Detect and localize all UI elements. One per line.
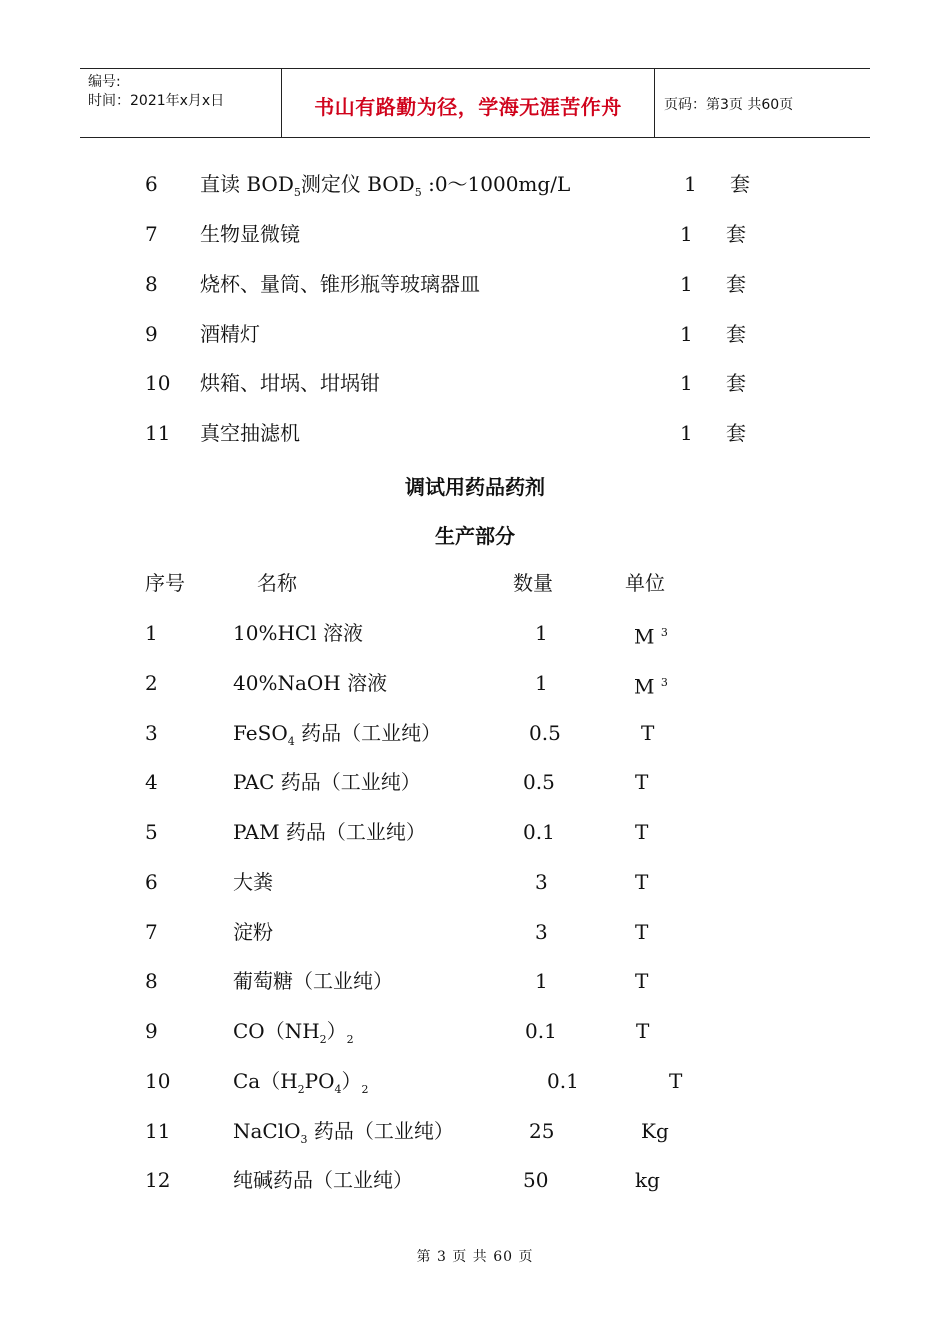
- item-quantity: 1: [684, 172, 697, 196]
- item-name: 烘箱、坩埚、坩埚钳: [200, 371, 380, 395]
- row-name: 10%HCl 溶液: [233, 621, 363, 645]
- row-name: NaClO$_3$ 药品（工业纯）: [233, 1119, 454, 1146]
- section-subtitle: 生产部分: [435, 524, 515, 548]
- row-number: 1: [145, 621, 158, 645]
- item-quantity: 1: [680, 272, 693, 296]
- item-name: 生物显微镜: [200, 222, 300, 246]
- row-name: 葡萄糖（工业纯）: [233, 969, 393, 993]
- item-number: 11: [145, 421, 171, 445]
- header-page-number: 页码：第3页 共60页: [664, 97, 794, 113]
- row-number: 9: [145, 1019, 158, 1043]
- row-unit: T: [635, 870, 649, 894]
- row-quantity: 1: [535, 671, 548, 695]
- row-quantity: 0.5: [523, 770, 555, 794]
- row-name: 40%NaOH 溶液: [233, 671, 388, 695]
- item-number: 8: [145, 272, 158, 296]
- column-header-quantity: 数量: [513, 571, 553, 595]
- item-unit: 套: [726, 421, 746, 445]
- row-quantity: 50: [523, 1168, 549, 1192]
- row-unit: Kg: [641, 1119, 669, 1143]
- row-number: 6: [145, 870, 158, 894]
- item-name: 直读 $BOD_5$测定仪 $BOD_5$ :0～1000mg/L: [200, 172, 571, 199]
- item-quantity: 1: [680, 371, 693, 395]
- item-number: 9: [145, 322, 158, 346]
- row-number: 7: [145, 920, 158, 944]
- item-unit: 套: [730, 172, 750, 196]
- item-name: 真空抽滤机: [200, 421, 300, 445]
- column-header-unit: 单位: [625, 571, 665, 595]
- header-time: 时间：2021年x月x日: [88, 93, 225, 109]
- row-quantity: 3: [535, 920, 548, 944]
- row-number: 5: [145, 820, 158, 844]
- row-name: 纯碱药品（工业纯）: [233, 1168, 413, 1192]
- item-unit: 套: [726, 371, 746, 395]
- row-number: 8: [145, 969, 158, 993]
- row-name: PAM 药品（工业纯）: [233, 820, 426, 844]
- row-quantity: 0.1: [525, 1019, 557, 1043]
- row-unit: M $^3$: [634, 674, 668, 699]
- row-name: PAC 药品（工业纯）: [233, 770, 421, 794]
- row-unit: M $^3$: [634, 624, 668, 649]
- item-name: 酒精灯: [200, 322, 260, 346]
- column-header-number: 序号: [145, 571, 185, 595]
- page-footer: 第 3 页 共 60 页: [416, 1249, 534, 1265]
- page-header: [80, 68, 870, 138]
- row-number: 2: [145, 671, 158, 695]
- row-number: 4: [145, 770, 158, 794]
- row-quantity: 1: [535, 969, 548, 993]
- row-unit: T: [635, 770, 649, 794]
- row-unit: T: [635, 820, 649, 844]
- item-quantity: 1: [680, 421, 693, 445]
- column-header-name: 名称: [257, 571, 297, 595]
- item-unit: 套: [726, 222, 746, 246]
- section-title: 调试用药品药剂: [405, 475, 545, 499]
- row-name: 淀粉: [233, 920, 273, 944]
- row-name: $Ca(H_2PO_4)_2$: [233, 1069, 369, 1096]
- row-unit: T: [635, 920, 649, 944]
- row-number: 12: [145, 1168, 171, 1192]
- item-name: 烧杯、量筒、锥形瓶等玻璃器皿: [200, 272, 480, 296]
- item-number: 7: [145, 222, 158, 246]
- row-quantity: 0.5: [529, 721, 561, 745]
- row-number: 10: [145, 1069, 171, 1093]
- header-number: 编号:: [88, 74, 121, 90]
- item-quantity: 1: [680, 222, 693, 246]
- item-quantity: 1: [680, 322, 693, 346]
- item-unit: 套: [726, 272, 746, 296]
- item-number: 10: [145, 371, 171, 395]
- row-name: FeSO$_4$ 药品（工业纯）: [233, 721, 442, 748]
- header-motto: 书山有路勤为径，学海无涯苦作舟: [314, 95, 622, 119]
- row-number: 11: [145, 1119, 171, 1143]
- row-quantity: 0.1: [523, 820, 555, 844]
- row-name: 大粪: [233, 870, 273, 894]
- item-unit: 套: [726, 322, 746, 346]
- header-meta: [88, 73, 224, 111]
- row-name: $CO(NH_2)_2$: [233, 1019, 354, 1046]
- row-unit: T: [635, 969, 649, 993]
- header-divider: [654, 69, 655, 137]
- row-unit: T: [641, 721, 655, 745]
- row-quantity: 1: [535, 621, 548, 645]
- row-quantity: 25: [529, 1119, 555, 1143]
- row-quantity: 0.1: [547, 1069, 579, 1093]
- row-unit: T: [636, 1019, 650, 1043]
- row-quantity: 3: [535, 870, 548, 894]
- row-unit: T: [669, 1069, 683, 1093]
- item-number: 6: [145, 172, 158, 196]
- row-number: 3: [145, 721, 158, 745]
- row-unit: kg: [635, 1168, 660, 1192]
